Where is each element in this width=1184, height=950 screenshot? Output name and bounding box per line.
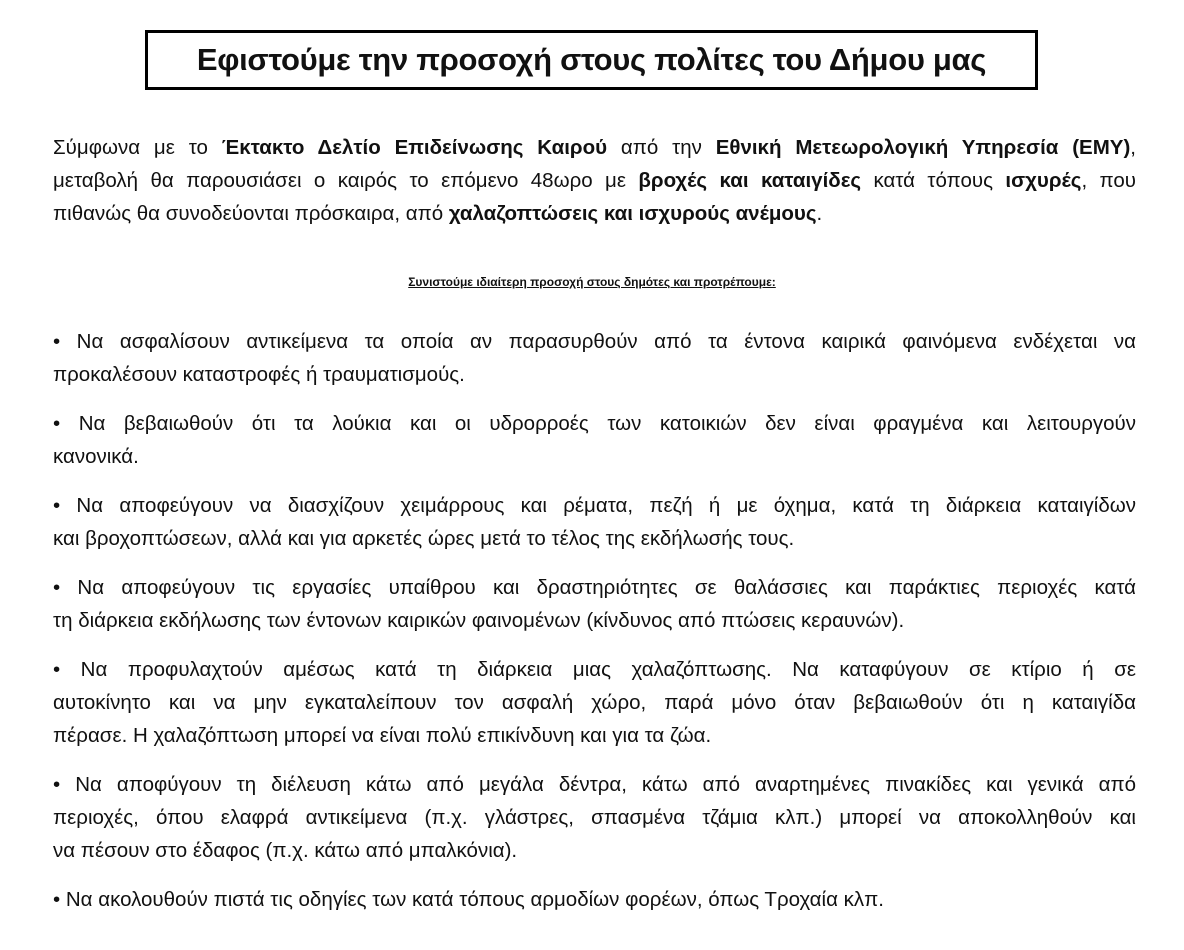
list-item-line: • Να βεβαιωθούν ότι τα λούκια και οι υδρορροές των κατοικιών δεν είναι φραγμένα και λειτουργούν — [53, 412, 1136, 435]
text: Σύμφωνα με το — [53, 136, 222, 159]
bold-text: ισχυρές — [1005, 169, 1082, 192]
list-item — [53, 883, 1136, 916]
intro-paragraph — [53, 131, 1136, 230]
list-item — [53, 407, 1136, 473]
page-title: Εφιστούμε την προσοχή στους πολίτες του Δήμου μας — [196, 42, 987, 77]
list-item — [53, 768, 1136, 867]
text: . — [816, 202, 823, 225]
text: μεταβολή θα παρουσιάσει ο καιρός το επόμενο 48ωρο με — [53, 169, 639, 192]
list-item-line: περιοχές, όπου ελαφρά αντικείμενα (π.χ. γλάστρες, σπασμένα τζάμια κλπ.) μπορεί να αποκολληθούν και — [53, 806, 1136, 829]
list-item-line: • Να ακολουθούν πιστά τις οδηγίες των κατά τόπους αρμοδίων φορέων, όπως Τροχαία κλπ. — [53, 888, 884, 911]
bold-text: Έκτακτο Δελτίο Επιδείνωσης Καιρού — [221, 136, 608, 159]
list-item — [53, 489, 1136, 555]
list-item-line: • Να αποφύγουν τη διέλευση κάτω από μεγάλα δέντρα, κάτω από αναρτημένες πινακίδες και γενικά από — [53, 773, 1136, 796]
list-item-line: να πέσουν στο έδαφος (π.χ. κάτω από μπαλκόνια). — [53, 839, 518, 862]
list-item-line: κανονικά. — [53, 445, 139, 468]
title-box — [145, 30, 1038, 90]
bold-text: βροχές και καταιγίδες — [638, 169, 862, 192]
text: πιθανώς θα συνοδεύονται πρόσκαιρα, από — [53, 202, 449, 225]
list-item-line: • Να προφυλαχτούν αμέσως κατά τη διάρκεια μιας χαλαζόπτωσης. Να καταφύγουν σε κτίριο ή σε — [53, 658, 1136, 681]
intro-line — [53, 197, 1136, 230]
list-item-line: αυτοκίνητο και να μην εγκαταλείπουν τον ασφαλή χώρο, παρά μόνο όταν βεβαιωθούν ότι η καταιγίδα — [53, 691, 1136, 714]
list-item — [53, 653, 1136, 752]
list-item — [53, 571, 1136, 637]
bold-text: χαλαζοπτώσεις και ισχυρούς ανέμους — [448, 202, 817, 225]
text: , — [1130, 136, 1136, 159]
text: κατά τόπους — [861, 169, 1006, 192]
list-item — [53, 325, 1136, 391]
text: από την — [607, 136, 716, 159]
list-item-line: πέρασε. Η χαλαζόπτωση μπορεί να είναι πολύ επικίνδυνη και για τα ζώα. — [53, 724, 712, 747]
list-item-line: τη διάρκεια εκδήλωσης των έντονων καιρικών φαινομένων (κίνδυνος από πτώσεις κεραυνών). — [53, 609, 905, 632]
list-item-line: • Να αποφεύγουν να διασχίζουν χειμάρρους και ρέματα, πεζή ή με όχημα, κατά τη διάρκεια καταιγίδων — [53, 494, 1136, 517]
text: , που — [1081, 169, 1137, 192]
list-item-line: • Να ασφαλίσουν αντικείμενα τα οποία αν παρασυρθούν από τα έντονα καιρικά φαινόμενα ενδέχεται να — [53, 330, 1136, 353]
bold-text: Εθνική Μετεωρολογική Υπηρεσία (ΕΜΥ) — [715, 136, 1131, 159]
list-item-line: προκαλέσουν καταστροφές ή τραυματισμούς. — [53, 363, 465, 386]
intro-line — [53, 164, 1136, 197]
list-item-line: και βροχοπτώσεων, αλλά και για αρκετές ώρες μετά το τέλος της εκδήλωσής τους. — [53, 527, 795, 550]
intro-line — [53, 131, 1136, 164]
section-heading: Συνιστούμε ιδιαίτερη προσοχή στους δημότες και προτρέπουμε: — [408, 275, 776, 289]
list-item-line: • Να αποφεύγουν τις εργασίες υπαίθρου και δραστηριότητες σε θαλάσσιες και παράκτιες περιοχές κατά — [53, 576, 1136, 599]
